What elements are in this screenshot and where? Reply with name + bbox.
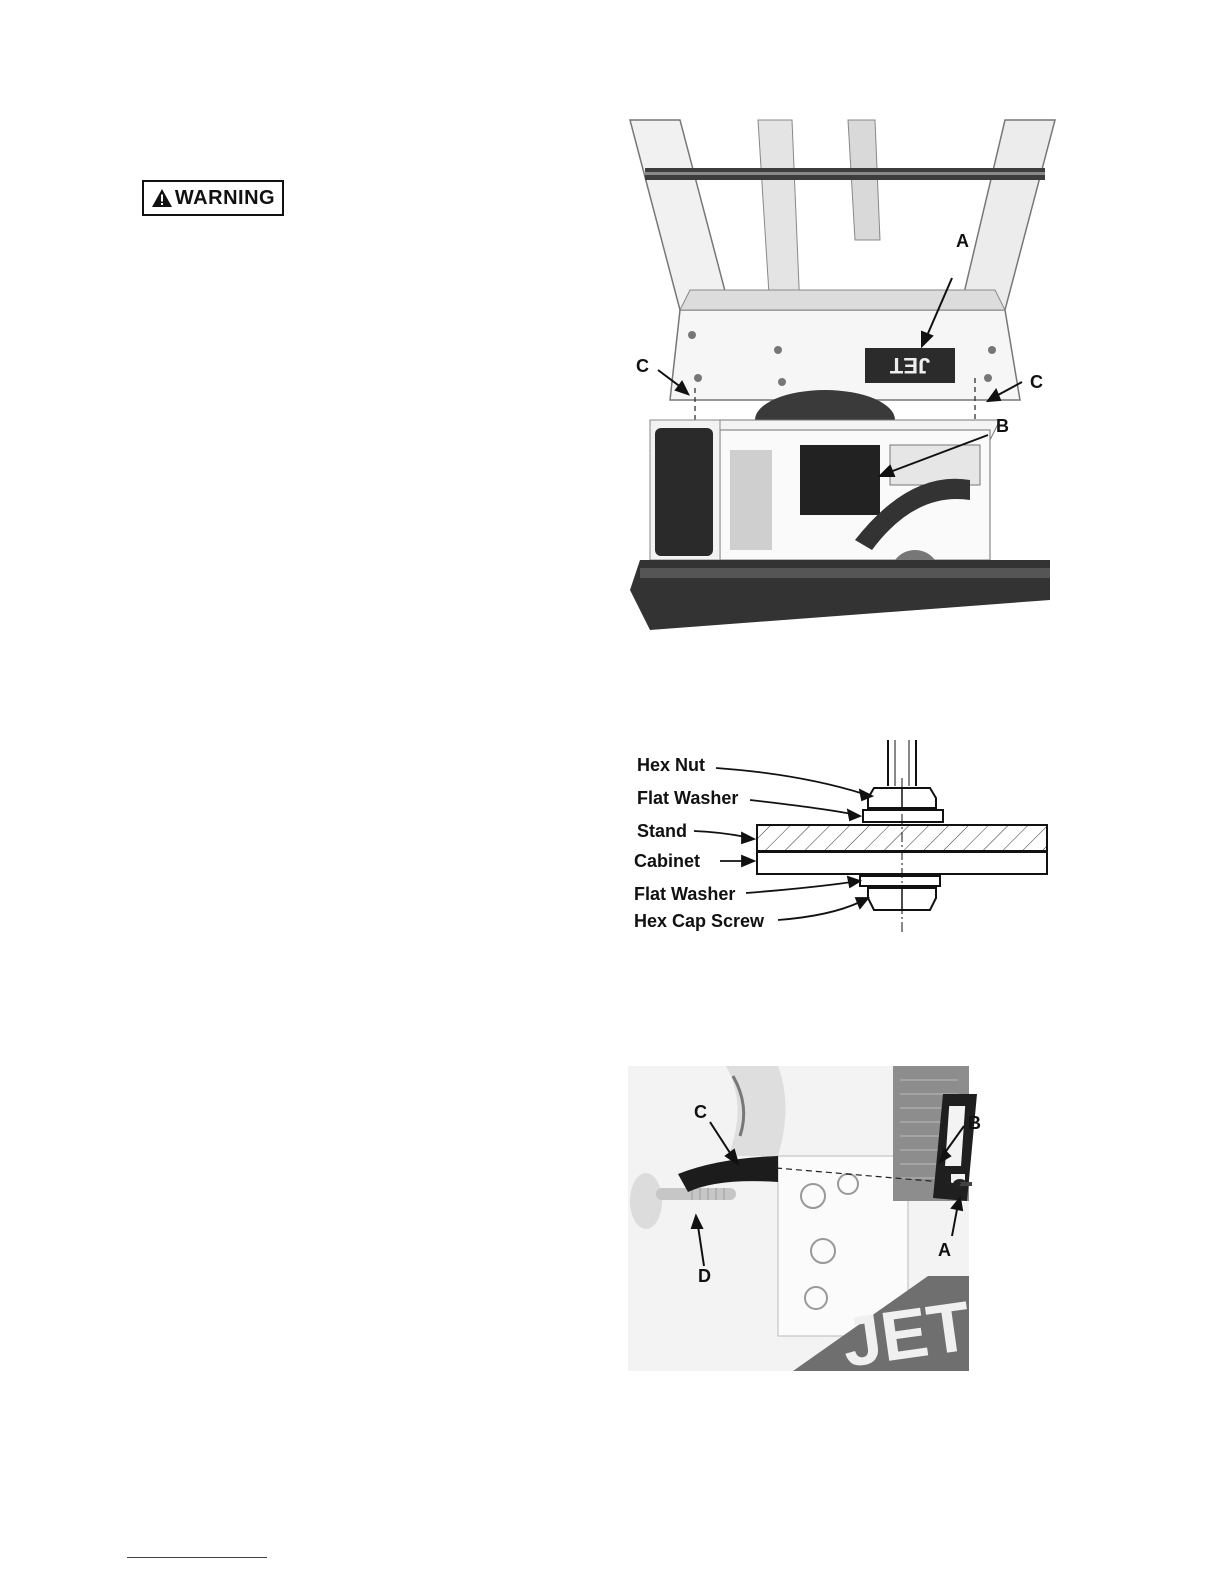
svg-text:JET: JET	[889, 353, 931, 378]
warning-triangle-icon	[151, 188, 173, 208]
svg-text:JET: JET	[837, 1286, 976, 1382]
callout-b-label: B	[968, 1113, 981, 1133]
label-hex-cap-screw: Hex Cap Screw	[634, 911, 765, 931]
label-cabinet: Cabinet	[634, 851, 701, 871]
warning-label: WARNING	[174, 186, 276, 209]
callout-a-label: A	[956, 231, 969, 251]
warning-badge	[142, 180, 284, 216]
label-stand: Stand	[637, 821, 688, 841]
bottom-flat-washer	[860, 876, 940, 886]
bracket-attachment-figure	[628, 1066, 981, 1382]
callout-b-label: B	[996, 416, 1009, 436]
label-flat-washer-top: Flat Washer	[637, 788, 739, 808]
footer-link-rule	[127, 1557, 267, 1558]
jet-logo-plate	[865, 348, 955, 383]
callout-c-label: C	[694, 1102, 707, 1122]
callout-a-label: A	[938, 1240, 951, 1260]
top-flat-washer	[863, 810, 943, 822]
label-flat-washer-bottom: Flat Washer	[634, 884, 736, 904]
callout-c-left-label: C	[636, 356, 649, 376]
fastener-diagram	[620, 738, 1060, 938]
saw-cabinet	[630, 390, 1050, 630]
stand-frame	[630, 120, 1055, 400]
callout-d-label: D	[698, 1266, 711, 1286]
label-hex-nut: Hex Nut	[637, 755, 706, 775]
callout-c-right-label: C	[1030, 372, 1043, 392]
screw-part	[953, 1179, 972, 1189]
stand-assembly-figure	[610, 120, 1070, 640]
